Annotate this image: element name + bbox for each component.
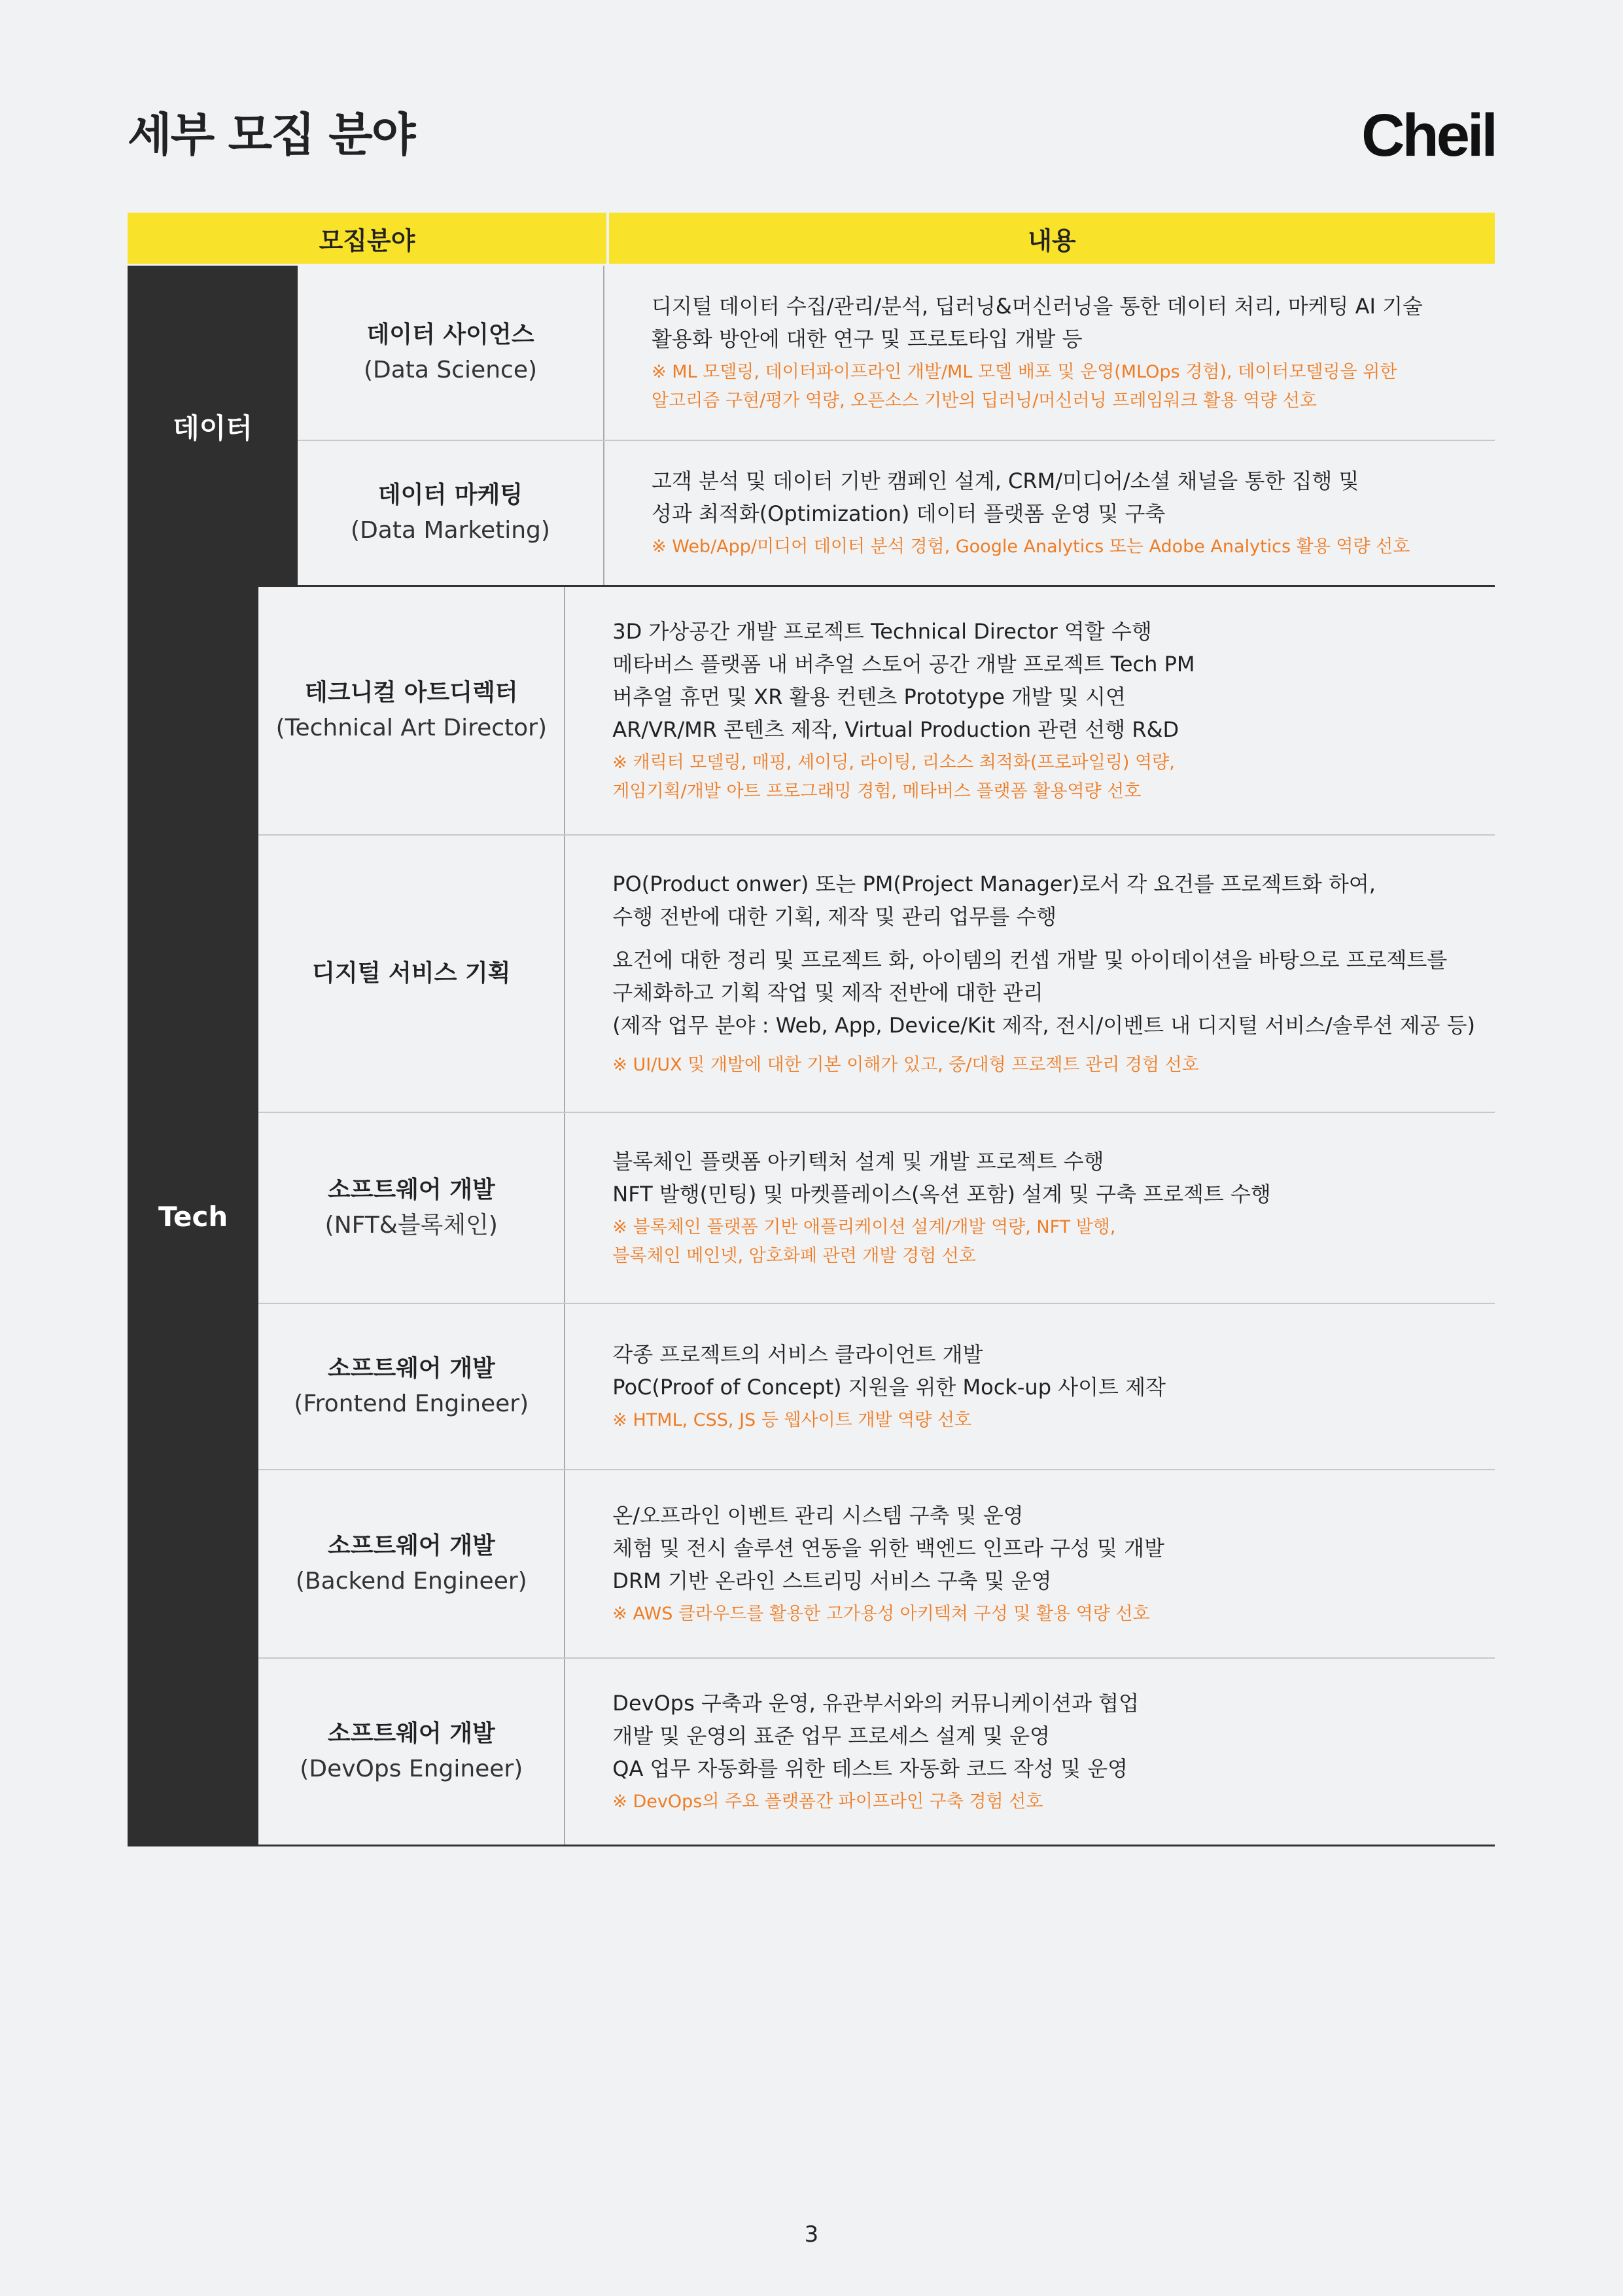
row-software-nft-blockchain xyxy=(258,1113,1495,1304)
content-line: NFT 발행(민팅) 및 마켓플레이스(옥션 포함) 설계 및 구축 프로젝트 수행 xyxy=(612,1182,1271,1207)
content-line: AR/VR/MR 콘텐츠 제작, Virtual Production 관련 선행 R&D xyxy=(612,717,1179,742)
preference-note: ※ HTML, CSS, JS 등 웹사이트 개발 역량 선호 xyxy=(612,1410,972,1430)
content-cell xyxy=(565,1304,1495,1469)
preference-note: ※ AWS 클라우드를 활용한 고가용성 아키텍쳐 구성 및 활용 역량 선호 xyxy=(612,1604,1150,1624)
row-software-backend xyxy=(258,1470,1495,1659)
row-data-marketing xyxy=(298,441,1495,587)
recruitment-table xyxy=(128,213,1495,1846)
preference-note: 게임기획/개발 아트 프로그래밍 경험, 메타버스 플랫폼 활용역량 선호 xyxy=(612,781,1142,802)
content-cell xyxy=(565,1113,1495,1303)
field-cell xyxy=(258,1113,565,1303)
field-title: 디지털 서비스 기획 xyxy=(312,960,511,987)
content-line: (제작 업무 분야 : Web, App, Device/Kit 제작, 전시/이벤트 내 디지털 서비스/솔루션 제공 등) xyxy=(612,1013,1475,1038)
preference-note: ※ DevOps의 주요 플랫폼간 파이프라인 구축 경험 선호 xyxy=(612,1792,1043,1812)
content-cell xyxy=(604,266,1495,440)
row-software-frontend xyxy=(258,1304,1495,1470)
category-tech: Tech xyxy=(128,587,258,1846)
group-tech xyxy=(128,587,1495,1846)
field-subtitle: (Data Science) xyxy=(363,357,538,383)
field-title: 소프트웨어 개발 xyxy=(327,1532,495,1559)
content-line: 체험 및 전시 솔루션 연동을 위한 백엔드 인프라 구성 및 개발 xyxy=(612,1536,1164,1561)
preference-note: 블록체인 메인넷, 암호화폐 관련 개발 경험 선호 xyxy=(612,1246,976,1266)
field-subtitle: (Backend Engineer) xyxy=(295,1568,527,1595)
logo-text: Cheil xyxy=(1361,102,1495,169)
row-technical-art-director xyxy=(258,587,1495,836)
preference-note: 알고리즘 구현/평가 역량, 오픈소스 기반의 딥러닝/머신러닝 프레임워크 활용 역량 선호 xyxy=(652,391,1317,411)
header-field: 모집분야 xyxy=(128,213,606,264)
preference-note: ※ UI/UX 및 개발에 대한 기본 이해가 있고, 중/대형 프로젝트 관리 경험 선호 xyxy=(612,1055,1199,1075)
field-cell xyxy=(298,266,604,440)
content-line: DevOps 구축과 운영, 유관부서와의 커뮤니케이션과 협업 xyxy=(612,1691,1140,1716)
content-line: 메타버스 플랫폼 내 버추얼 스토어 공간 개발 프로젝트 Tech PM xyxy=(612,652,1195,677)
row-digital-service-planning xyxy=(258,836,1495,1113)
content-cell xyxy=(565,836,1495,1112)
field-cell xyxy=(258,836,565,1112)
content-line: 블록체인 플랫폼 아키텍처 설계 및 개발 프로젝트 수행 xyxy=(612,1149,1104,1174)
content-cell xyxy=(565,1659,1495,1845)
field-cell xyxy=(258,587,565,834)
content-line: PO(Product onwer) 또는 PM(Project Manager)로서 각 요건를 프로젝트화 하여, xyxy=(612,872,1376,896)
content-line: 각종 프로젝트의 서비스 클라이언트 개발 xyxy=(612,1342,983,1367)
content-line: 구체화하고 기획 작업 및 제작 전반에 대한 관리 xyxy=(612,980,1043,1005)
field-subtitle: (Data Marketing) xyxy=(351,517,550,544)
content-line: QA 업무 자동화를 위한 테스트 자동화 코드 작성 및 운영 xyxy=(612,1756,1128,1781)
preference-note: ※ ML 모델링, 데이터파이프라인 개발/ML 모델 배포 및 운영(MLOps 경험), 데이터모델링을 위한 xyxy=(652,362,1397,382)
field-cell xyxy=(258,1304,565,1469)
field-title: 데이터 사이언스 xyxy=(366,321,534,348)
content-line: 디지털 데이터 수집/관리/분석, 딥러닝&머신러닝을 통한 데이터 처리, 마케팅 AI 기술 xyxy=(652,294,1423,319)
content-cell xyxy=(565,587,1495,834)
preference-note: ※ Web/App/미디어 데이터 분석 경험, Google Analytics 또는 Adobe Analytics 활용 역량 선호 xyxy=(652,537,1410,557)
row-data-science xyxy=(298,266,1495,441)
content-line: 3D 가상공간 개발 프로젝트 Technical Director 역할 수행 xyxy=(612,619,1152,644)
field-cell xyxy=(298,441,604,585)
header-content: 내용 xyxy=(609,213,1495,264)
field-subtitle: (DevOps Engineer) xyxy=(300,1756,523,1782)
preference-note: ※ 블록체인 플랫폼 기반 애플리케이션 설계/개발 역량, NFT 발행, xyxy=(612,1217,1116,1237)
field-title: 소프트웨어 개발 xyxy=(327,1720,495,1747)
field-title: 테크니컬 아트디렉터 xyxy=(305,679,518,706)
preference-note: ※ 캐릭터 모델링, 매핑, 셰이딩, 라이팅, 리소스 최적화(프로파일링) 역량, xyxy=(612,752,1175,773)
group-data xyxy=(128,266,1495,587)
field-subtitle: (Frontend Engineer) xyxy=(294,1390,529,1417)
content-line: 개발 및 운영의 표준 업무 프로세스 설계 및 운영 xyxy=(612,1723,1051,1748)
content-line: DRM 기반 온라인 스트리밍 서비스 구축 및 운영 xyxy=(612,1568,1052,1593)
content-cell xyxy=(604,441,1495,585)
row-software-devops xyxy=(258,1659,1495,1846)
content-cell xyxy=(565,1470,1495,1657)
table-header xyxy=(128,213,1495,264)
content-line: 버추얼 휴먼 및 XR 활용 컨텐츠 Prototype 개발 및 시연 xyxy=(612,684,1126,709)
page-title: 세부 모집 분야 xyxy=(128,108,415,162)
field-subtitle: (Technical Art Director) xyxy=(275,715,548,741)
content-line: 요건에 대한 정리 및 프로젝트 화, 아이템의 컨셉 개발 및 아이데이션을 바탕으로 프로젝트를 xyxy=(612,947,1448,972)
content-line: 온/오프라인 이벤트 관리 시스템 구축 및 운영 xyxy=(612,1503,1024,1528)
field-subtitle: (NFT&블록체인) xyxy=(324,1212,498,1239)
content-line: PoC(Proof of Concept) 지원을 위한 Mock-up 사이트 제작 xyxy=(612,1375,1166,1400)
page-number: 3 xyxy=(804,2221,819,2248)
content-line: 성과 최적화(Optimization) 데이터 플랫폼 운영 및 구축 xyxy=(652,501,1166,526)
content-line: 고객 분석 및 데이터 기반 캠페인 설계, CRM/미디어/소셜 채널을 통한 집행 및 xyxy=(652,468,1359,493)
field-cell xyxy=(258,1659,565,1845)
field-title: 소프트웨어 개발 xyxy=(327,1355,495,1382)
category-data: 데이터 xyxy=(128,266,298,587)
content-line: 활용화 방안에 대한 연구 및 프로토타입 개발 등 xyxy=(652,327,1083,351)
field-title: 소프트웨어 개발 xyxy=(327,1176,495,1203)
field-title: 데이터 마케팅 xyxy=(377,482,523,508)
field-cell xyxy=(258,1470,565,1657)
cheil-logo xyxy=(1361,101,1495,170)
content-line: 수행 전반에 대한 기획, 제작 및 관리 업무를 수행 xyxy=(612,904,1057,929)
